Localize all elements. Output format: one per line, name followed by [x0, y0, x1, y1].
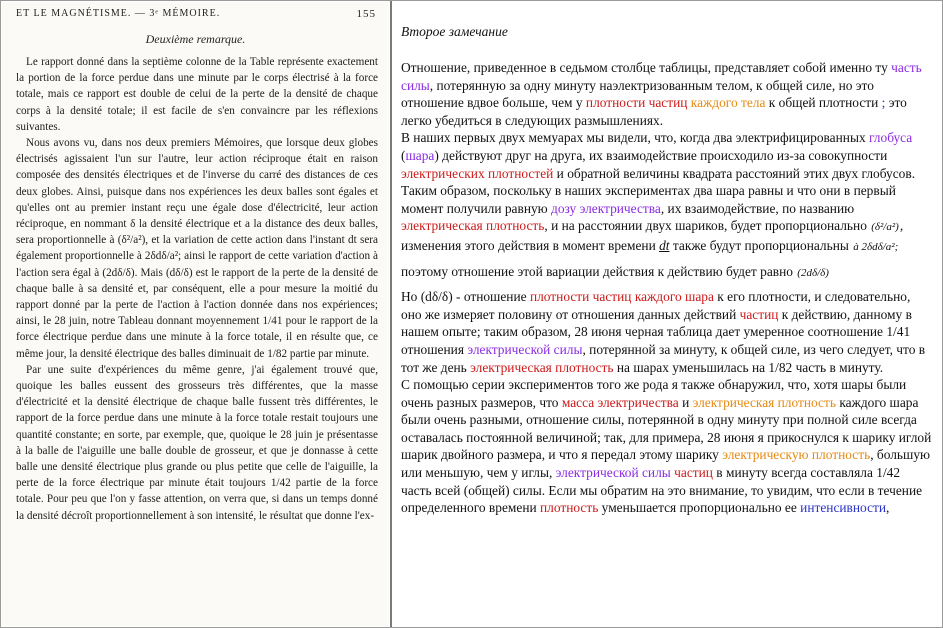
- text-run: уменьшается пропорционально ее: [598, 500, 801, 516]
- translation-page: [395, 2, 940, 626]
- text-run: ,: [886, 500, 890, 516]
- inline-formula: (2dδ/δ): [797, 266, 829, 279]
- original-paragraph-3: Par une suite d'expériences du même genre, j'ai également trouvé que, quoique les balles eussent des grosseurs très différentes, que la masse d'électricité et la densité électrique de chaque balle fussent très différentes, le rapport de la force perdue dans une minute à la force totale restait toujours une quantité constante; en sorte, par exemple, que, quoique le 28 juin je présentasse à la balle de l'aiguille une balle double de grosseur, et que je donnasse à cette balle une densité électrique plus grande ou plus petite que celle de l'aiguille, la perte de la force électrique par minute était toujours 1/42 partie de la force totale. Pour peu que l'on y fasse attention, on verra que, si dans un temps donné la densité décroît proportionnellement à son intensité, le résultat que donne l'ex-: [16, 363, 378, 522]
- original-paragraph-1: Le rapport donné dans la septième colonne de la Table représente exactement la portion de la force perdue dans une minute par le corps électrisé à la force totale, mais ce rapport est double de celui de la perte de la densité de chaque corps à la densité totale; il est facile de s'en convaincre par les réflexions suivantes.: [16, 56, 378, 133]
- translation-paragraph: [401, 376, 933, 517]
- text-run: в минуту всегда составляла 1/42 часть всей (общей) силы. Если мы обратим на это внимание, то увидим, что если в течение определенного времени: [401, 465, 923, 516]
- italic-term: dt: [659, 237, 670, 253]
- original-paragraph-2: Nous avons vu, dans nos deux premiers Mémoires, que lorsque deux globes électrisés agissaient l'un sur l'autre, leur action réciproque était en raison composée des densités électriques et de l'inverse du carré des distances de ces deux globes. Ainsi, puisque dans nos expériences les deux balles sont égales et qu'elles ont au premier instant reçu une égale dose d'électricité, leur action réciproque, en nommant δ la densité électrique et a la distance des deux balles, sera proportionnelle à (δ²/a²), et la variation de cette action dans l'instant dt sera également proportionnelle à 2δdδ/a²; ainsi le rapport de cette variation d'action à l'action sera égal à (2dδ/δ). Mais (dδ/δ) est le rapport de la perte de la densité de chaque balle à sa densité et, par conséquent, elle a pour mesure la moitié du rapport donné par la perte de l'action à l'action donnée dans nos expériences; ainsi, le 28 juin, notre Tableau donnant moyennement 1/41 pour le rapport de la force électrique perdue dans une minute à la force totale, il en résulte que, ce même jour, la densité électrique des balles diminuait de 1/82 partie par minute.: [16, 137, 378, 360]
- text-run: на шарах уменьшилась на 1/82 часть в минуту.: [613, 359, 884, 375]
- text-run: к его плотности, и следовательно, оно же измеряет половину от отношения данных действий: [401, 289, 911, 322]
- text-run: , большую или меньшую, чем у иглы,: [401, 447, 931, 481]
- highlighted-term: плотности частиц: [585, 95, 688, 111]
- translation-paragraph: [401, 59, 933, 129]
- text-run: , изменения этого действия в момент времени: [401, 218, 904, 253]
- text-run: , и на расстоянии двух шариков, будет пропорционально: [544, 218, 871, 234]
- highlighted-term: электрическая плотность: [470, 359, 614, 375]
- text-run: каждого шара были очень разными, отношение силы, потерянной в одну минуту при полной силе всегда оставалась постоянной величиной; так, для примера, 28 июня я прикоснулся к шарику иглой шарик двойного размера, и что я передал этому шарику: [401, 394, 932, 463]
- highlighted-term: плотности частиц каждого шара: [529, 289, 714, 305]
- running-head: [16, 8, 376, 24]
- inline-formula: à 2δdδ/a²;: [853, 240, 899, 253]
- translation-text: [401, 59, 933, 517]
- highlighted-term: электрической силы: [555, 465, 671, 481]
- inline-formula: (δ²/a²): [871, 221, 899, 234]
- text-run: Отношение, приведенное в седьмом столбце таблицы, представляет собой именно ту: [401, 60, 892, 75]
- translation-paragraph: [401, 288, 933, 376]
- pane-divider: [390, 1, 392, 627]
- highlighted-term: электрическая плотность: [401, 218, 545, 234]
- translation-title: Второе замечание: [401, 24, 508, 39]
- highlighted-term: электрическая плотность: [692, 394, 836, 410]
- original-scan-page: [2, 2, 389, 626]
- text-run: , потерянной за минуту, к общей силе, из чего следует, что в тот же день: [401, 341, 926, 375]
- highlighted-term: электрической силы: [467, 341, 583, 357]
- highlighted-term: электрических плотностей: [401, 165, 554, 181]
- page-number: 155: [356, 8, 376, 20]
- text-run: ) действуют друг на друга, их взаимодействие происходило из-за совокупности: [434, 147, 888, 163]
- text-run: , их взаимодействие, по названию: [660, 200, 855, 216]
- running-head-text: ET LE MAGNÉTISME. — 3ᵉ MÉMOIRE.: [16, 8, 221, 19]
- highlighted-term: масса электричества: [561, 394, 679, 410]
- text-run: это легко убедиться в следующих размышлениях.: [401, 95, 907, 128]
- text-run: С помощью серии экспериментов того же рода я также обнаружил, что, хотя шары были очень разных размеров, что: [401, 377, 907, 410]
- text-run: к действию, данному в нашем опыте; таким образом, 28 июня черная таблица дает умеренное соотношение 1/41 отношения: [401, 306, 912, 357]
- highlighted-term: плотность: [540, 500, 599, 516]
- highlighted-term: дозу электричества: [551, 200, 661, 216]
- highlighted-term: частиц: [739, 306, 779, 322]
- highlighted-term: ;: [881, 95, 889, 111]
- text-run: к общей плотности: [765, 95, 882, 111]
- highlighted-term: каждого тела: [690, 95, 766, 111]
- original-subtitle: Deuxième remarque.: [145, 32, 246, 46]
- original-text: [16, 54, 378, 524]
- highlighted-term: шара: [405, 147, 435, 163]
- translation-paragraph: [401, 129, 933, 256]
- highlighted-term: глобуса: [869, 130, 913, 146]
- translation-paragraph: [401, 263, 933, 283]
- highlighted-term: часть силы: [401, 60, 922, 93]
- highlighted-term: электрическую плотность: [722, 447, 871, 463]
- text-run: Но (dδ/δ) - отношение: [401, 289, 530, 305]
- text-run: также будут пропорциональны: [669, 237, 853, 253]
- text-run: (: [401, 147, 406, 163]
- highlighted-term: интенсивности: [800, 500, 887, 516]
- text-run: , потерянную за одну минуту наэлектризованным телом, к общей силе, но это отношение вдвое больше, чем у: [401, 77, 874, 111]
- text-run: поэтому отношение этой вариации действия к действию будет равно: [401, 263, 797, 279]
- highlighted-term: частиц: [674, 465, 713, 481]
- text-run: и обратной величины квадрата расстояний этих двух глобусов. Таким образом, поскольку в наших экспериментах два шара равны и что они в первый момент получили равную: [401, 165, 916, 216]
- text-run: и: [678, 394, 693, 410]
- text-run: В наших первых двух мемуарах мы видели, что, когда два электрифицированных: [401, 130, 869, 146]
